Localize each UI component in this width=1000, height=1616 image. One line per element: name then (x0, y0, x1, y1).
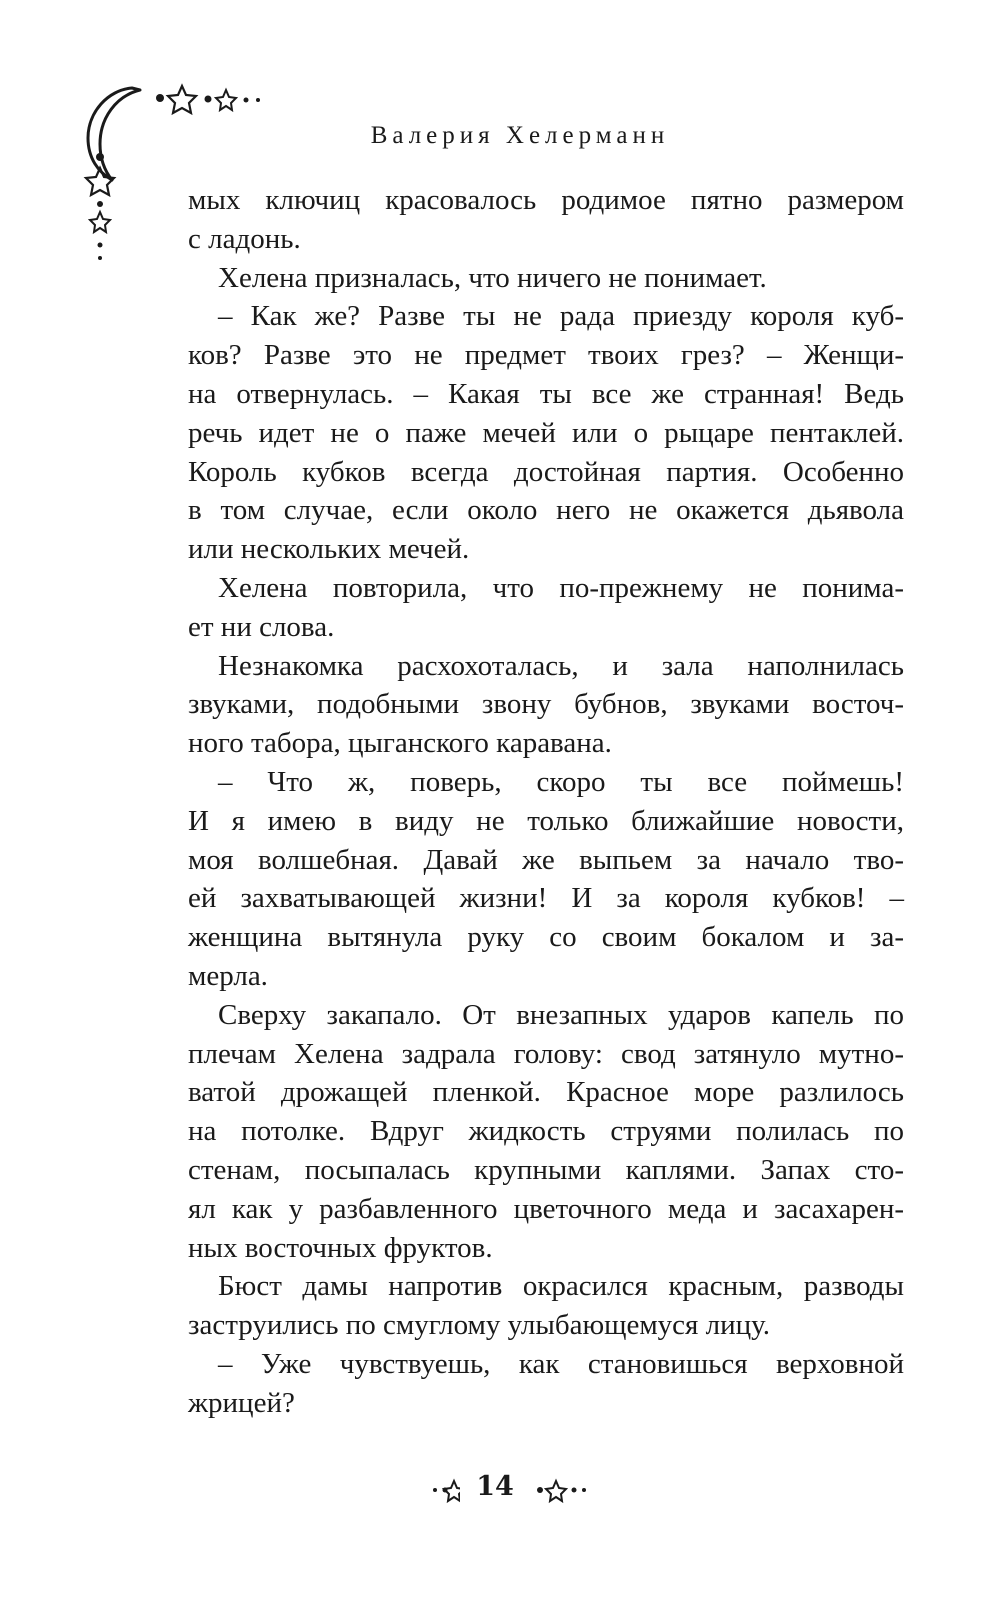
text-line: жрицей? (188, 1386, 295, 1419)
text-line: ватой дрожащей пленкой. Красное море разлилось (188, 1076, 904, 1109)
text-line: ет ни слова. (188, 610, 335, 643)
text-line: на отвернулась. – Какая ты все же странная! Ведь (188, 377, 904, 410)
star-icon (90, 212, 110, 232)
text-line: – Что ж, поверь, скоро ты все поймешь! (218, 765, 904, 798)
text-line: мерла. (188, 959, 268, 992)
text-line: моя волшебная. Давай же выпьем за начало тво- (188, 843, 904, 876)
dot-icon (156, 94, 164, 102)
star-icon (168, 86, 196, 113)
text-line: мых ключиц красовалось родимое пятно размером (188, 184, 904, 216)
page-number: 14 (476, 1471, 514, 1502)
text-line: плечам Хелена задрала голову: свод затянуло мутно- (188, 1037, 904, 1070)
dot-icon (98, 256, 102, 260)
text-line: Незнакомка расхохоталась, и зала наполнилась (218, 649, 904, 682)
text-line: звуками, подобными звону бубнов, звуками восточ- (188, 688, 904, 721)
running-head-author: Валерия Хелерманн (370, 122, 670, 149)
text-line: или нескольких мечей. (188, 533, 470, 566)
dot-icon (97, 201, 103, 207)
text-line: ей захватывающей жизни! И за короля кубков! – (188, 882, 904, 915)
text-line: Хелена призналась, что ничего не понимает. (218, 261, 767, 294)
text-line: ного табора, цыганского каравана. (188, 727, 612, 760)
star-icon (216, 90, 236, 110)
text-line: Король кубков всегда достойная партия. Особенно (188, 455, 904, 488)
text-line: женщина вытянула руку со своим бокалом и за- (188, 921, 904, 954)
dot-icon (244, 98, 249, 103)
text-line: Сверху закапало. От внезапных ударов капель по (218, 998, 904, 1031)
text-line: речь идет не о паже мечей или о рыцаре пентаклей. (188, 416, 904, 449)
text-line: в том случае, если около него не окажется дьявола (188, 494, 904, 527)
text-line: – Уже чувствуешь, как становишься верховной (218, 1347, 904, 1380)
text-line: Бюст дамы напротив окрасился красным, разводы (218, 1270, 904, 1303)
text-line: заструились по смуглому улыбающемуся лицу. (188, 1309, 770, 1342)
crescent-moon-icon (88, 88, 140, 180)
footer-ornament-right-icon (530, 1470, 610, 1510)
text-line: ял как у разбавленного цветочного меда и засахарен- (188, 1192, 904, 1225)
dot-icon (96, 153, 104, 161)
page-number-footer (380, 1470, 610, 1510)
text-line: – Как же? Разве ты не рада приезду короля куб- (218, 300, 904, 333)
body-text (188, 181, 904, 1423)
text-line: Хелена повторила, что по-прежнему не понима- (218, 571, 904, 604)
dot-icon (205, 96, 212, 103)
dot-icon (256, 98, 260, 102)
dot-icon (98, 243, 103, 248)
text-line: стенам, посыпалась крупными каплями. Запах сто- (188, 1153, 904, 1186)
text-line: И я имею в виду не только ближайшие новости, (188, 804, 904, 837)
text-line: с ладонь. (188, 222, 301, 255)
text-line: на потолке. Вдруг жидкость струями полилась по (188, 1115, 904, 1148)
text-line: ных восточных фруктов. (188, 1231, 493, 1264)
text-line: ков? Разве это не предмет твоих грез? – Женщи- (188, 339, 904, 372)
